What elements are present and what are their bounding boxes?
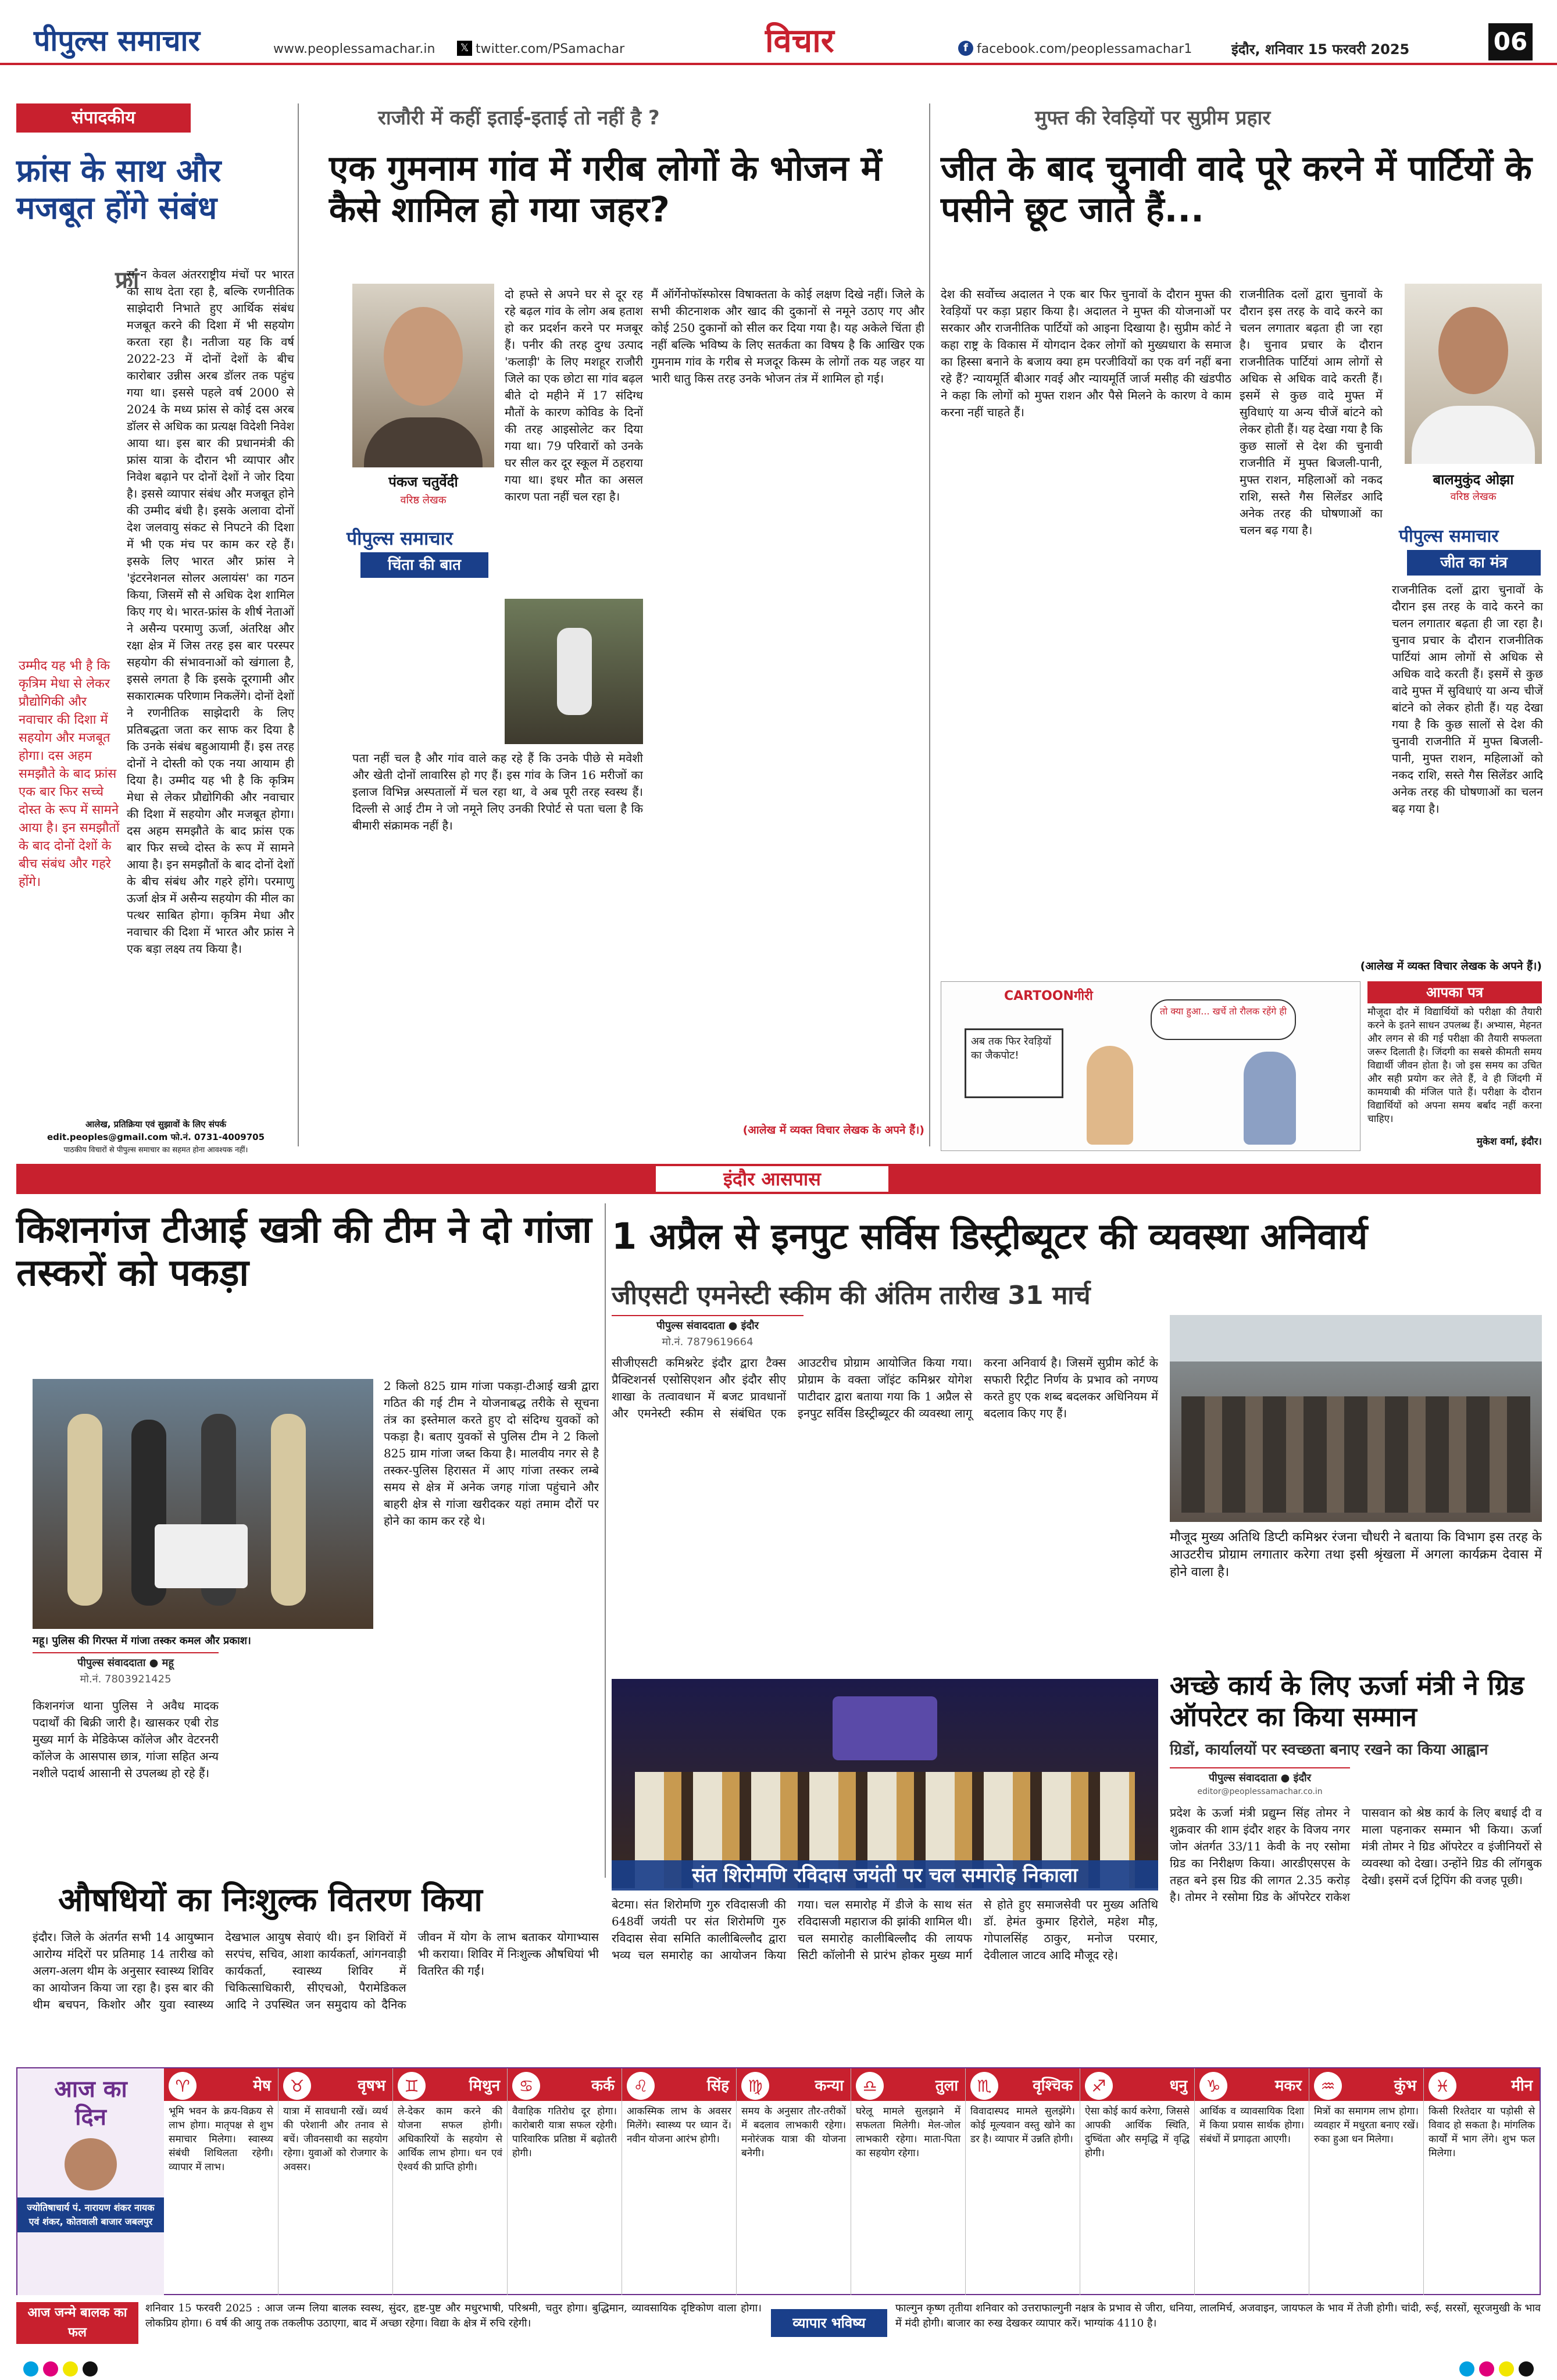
letter-sign: मुकेश वर्मा, इंदौर।	[1476, 1136, 1542, 1148]
author-role: वरिष्ठ लेखक	[400, 494, 447, 506]
zodiac-name: सिंह	[706, 2077, 729, 2095]
story1-byline: पीपुल्स संवाददाता ● महू	[33, 1652, 219, 1670]
cartoon-bubble: तो क्या हुआ... खर्चे तो रौलक रहेंगे ही	[1151, 999, 1296, 1040]
vrishchik-icon: ♏	[970, 2072, 998, 2100]
zodiac-name: धनु	[1169, 2077, 1187, 2095]
kark-icon: ♋	[512, 2072, 540, 2100]
website-link[interactable]: www.peoplessamachar.in	[273, 42, 435, 56]
zodiac-name: मकर	[1274, 2077, 1302, 2095]
zodiac-text: आर्थिक व व्यावसायिक दिशा में किया प्रयास सार्थक होगा। संबंधों में प्रगाढ़ता आएगी।	[1199, 2106, 1304, 2145]
makar-icon: ♑	[1199, 2072, 1227, 2100]
article-body-col3: मैं ऑर्गेनोफॉस्फोरस विषाक्तता के कोई लक्षण दिखे नहीं। जिले के सभी कीटनाशक और खाद की दुकानों से नमूने उठाए गए और कोई 250 दुकानों को सील कर दिया गया है। यह अकेले चिंता ही नहीं बल्कि भविष्य के लिए सतर्कता का विषय है कि आखिर एक गुमनाम गांव के गरीब से मजदूर किस्म के लोगों तक यह जहर या भारी धातु किस तरह उनके भोजन तंत्र में शामिल हो गई।	[651, 287, 924, 385]
story3-body: बेटमा। संत शिरोमणि गुरु रविदासजी की 648वीं जयंती पर संत शिरोमणि गुरु रविदास सेवा समिति कालीबिल्लौद द्वारा भव्य चल समारोह का आयोजन किया गया। चल समारोह में डीजे के साथ संत रविदासजी महाराज की झांकी शामिल थी। चल समारोह कालीबिल्लौद की लायफ सिटी कॉलोनी से प्रारंभ होकर मुख्य मार्ग से होते हुए समाजसेवी पर मुख्य अतिथि डॉ. हेमंत कुमार हिरोले, महेश मौड़, गोपालसिंह ठाकुर, मनोज परमार, देवीलाल जाटव आदि मौजूद रहे।	[612, 1897, 1158, 1962]
article3-body-col3: राजनीतिक दलों द्वारा चुनावों के दौरान इस तरह के वादे करने का चलन लगातार बढ़ता ही जा रहा है। चुनाव प्रचार के दौरान राजनीतिक पार्टियां आम लोगों से अधिक से अधिक वादे करती हैं। इसमें से कुछ वादे मुफ्त में सुविधाएं या अन्य चीजें बांटने को लेकर होती हैं। यह देखा गया है कि कुछ सालों से देश की चुनावी राजनीति में मुफ्त बिजली-पानी, मुफ्त राशन, महिलाओं को नकद राशि, सस्ते गैस सिलेंडर आदि अनेक तरह की घोषणाओं का चलन बढ़ गया है।	[1392, 583, 1543, 816]
kanya-icon: ♍	[741, 2072, 769, 2100]
meen-icon: ♓	[1429, 2072, 1456, 2100]
zodiac-text: ऐसा कोई कार्य करेगा, जिससे आपकी आर्थिक स्थिति, दुष्चिंता और समृद्धि में वृद्धि होगी।	[1085, 2106, 1190, 2159]
story4-subheadline: ग्रिडों, कार्यालयों पर स्वच्छता बनाए रखने का किया आह्वान	[1170, 1741, 1488, 1759]
column-badge: चिंता की बात	[360, 552, 488, 578]
business-text: फाल्गुन कृष्ण तृतीया शनिवार को उत्तराफाल्गुनी नक्षत्र के प्रभाव से जीरा, धनिया, लालमिर्च, अजवाइन, जायफल के भाव में तेजी होगी। चांदी, रूई, सरसों, सूरजमुखी के भाव में मंदी होगी। बाजार का रुख देखकर व्यापार करें। भाग्यांक 4110 है।	[895, 2302, 1541, 2329]
story1-caption: महू। पुलिस की गिरफ्त में गांजा तस्कर कमल और प्रकाश।	[33, 1635, 251, 1647]
zodiac-text: मित्रों का समागम लाभ होगा। व्यवहार में मधुरता बनाए रखें। रुका हुआ धन मिलेगा।	[1314, 2106, 1419, 2145]
story1-headline: किशनगंज टीआई खत्री की टीम ने दो गांजा तस्करों को पकड़ा	[16, 1209, 592, 1295]
section-title: विचार	[765, 22, 834, 60]
zodiac-mithun	[393, 2068, 508, 2295]
story5-body: इंदौर। जिले के अंतर्गत सभी 14 आयुष्मान आरोग्य मंदिरों पर प्रतिमाह 14 तारीख को अलग-अलग थीम के अनुसार स्वास्थ्य शिविर का आयोजन किया जा रहा है। इस बार की थीम बचपन, किशोर और युवा स्वास्थ्य देखभाल आयुष सेवाएं थी। इन शिविरों में सरपंच, सचिव, आशा कार्यकर्ता, आंगनवाड़ी कार्यकर्ता, स्वास्थ्य शिविर में चिकित्साधिकारी, सीएचओ, पैरामेडिकल आदि ने उपस्थित जन समुदाय को दैनिक जीवन में योग के लाभ बताकर योगाभ्यास भी कराया। शिविर में निःशुल्क औषधियां भी वितरित की गईं।	[33, 1930, 599, 2011]
divider	[929, 103, 930, 1146]
story4-byline: पीपुल्स संवाददाता ● इंदौर	[1170, 1767, 1350, 1785]
zodiac-mesh	[164, 2068, 278, 2295]
story2-subheadline: जीएसटी एमनेस्टी स्कीम की अंतिम तारीख 31 मार्च	[612, 1281, 1091, 1310]
zodiac-name: मेष	[253, 2077, 271, 2095]
zodiac-vrishchik	[966, 2068, 1080, 2295]
masthead	[0, 0, 1557, 65]
author-name: पंकज चतुर्वेदी	[388, 474, 458, 490]
story2-phone: मो.नं. 7879619664	[662, 1336, 753, 1348]
tula-icon: ♎	[856, 2072, 884, 2100]
horoscope-title: आज का दिन	[54, 2076, 127, 2131]
article3-headline: जीत के बाद चुनावी वादे पूरे करने में पार्टियों के पसीने छूट जाते हैं...	[941, 148, 1532, 230]
article3-body-col2: राजनीतिक दलों द्वारा चुनावों के दौरान इस तरह के वादे करने का चलन लगातार बढ़ता ही जा रहा है। चुनाव प्रचार के दौरान राजनीतिक पार्टियां आम लोगों से अधिक से अधिक वादे करती हैं। इसमें से कुछ वादे मुफ्त में सुविधाएं या अन्य चीजें बांटने को लेकर होती हैं। यह देखा गया है कि कुछ सालों से देश की चुनावी राजनीति में मुफ्त बिजली-पानी, मुफ्त राशन, महिलाओं को नकद राशि, सस्ते गैस सिलेंडर आदि अनेक तरह की घोषणाओं का चलन बढ़ गया है।	[1240, 287, 1383, 537]
born-text: शनिवार 15 फरवरी 2025 : आज जन्म लिया बालक स्वस्थ, सुंदर, हृष्ट-पुष्ट और मधुरभाषी, परिश्रमी, चतुर होगा। बुद्धिमान, व्यावसायिक दृष्टिकोण वाला होगा। लोकप्रिय होगा। 6 वर्ष की आयु तक तकलीफ उठाएगा, बाद में अच्छा रहेगा। विद्या के क्षेत्र में रुचि रहेगी।	[145, 2302, 762, 2329]
editorial-headline: फ्रांस के साथ और मजबूत होंगे संबंध	[16, 152, 222, 226]
editorial-footer-3: पाठकीय विचारों से पीपुल्स समाचार का सहमत होना आवश्यक नहीं।	[63, 1146, 248, 1155]
masthead-logo: पीपुल्स समाचार	[34, 24, 200, 58]
issue-date: इंदौर, शनिवार 15 फरवरी 2025	[1231, 41, 1410, 58]
zodiac-text: भूमि भवन के क्रय-विक्रय से लाभ होगा। मातृपक्ष से शुभ समाचार मिलेगा। स्वास्थ्य संबंधी शिथिलता रहेगी। व्यापार में लाभ।	[169, 2106, 273, 2173]
article-kicker: राजौरी में कहीं इताई-इताई तो नहीं है ?	[378, 106, 660, 130]
cartoon-figure-1	[1087, 1046, 1133, 1145]
zodiac-text: समय के अनुसार तौर-तरीकों में बदलाव लाभकारी रहेगा। मनोरंजक यात्रा की योजना बनेगी।	[741, 2106, 846, 2159]
story3-photo	[612, 1679, 1158, 1888]
divider	[605, 1203, 606, 1878]
astrologer-photo	[65, 2138, 117, 2190]
author3-role: वरिष्ठ लेखक	[1450, 491, 1497, 503]
editorial-footer-2: edit.peoples@gmail.com फो.नं. 0731-4009705	[47, 1132, 265, 1142]
zodiac-name: वृश्चिक	[1033, 2077, 1073, 2095]
story1-phone: मो.नं. 7803921425	[80, 1673, 172, 1685]
zodiac-text: किसी रिश्तेदार या पड़ोसी से विवाद हो सकता है। मांगलिक कार्यों में भाग लेंगे। शुभ फल मिलेगा।	[1429, 2106, 1535, 2159]
zodiac-kumbh	[1309, 2068, 1424, 2295]
article-body-col1: दो हफ्ते से अपने घर से दूर रह रहे बढ़ल गांव के लोग अब हताश हो कर प्रदर्शन करने पर मजबूर हैं। पनीर की तरह दुग्ध उत्पाद 'कलाड़ी' के लिए मशहूर राजौरी जिले का एक छोटा सा गांव बढ़ल बीते दो महीने में 17 संदिग्ध मौतों के कारण कोविड के दिनों की तरह आइसोलेट कर दिया गया था। 79 परिवारों को उनके घर सील कर दूर स्कूल में ठहराया गया था। इधर मौत का असल कारण पता नहीं चल रहा है।	[505, 287, 643, 503]
author-photo	[352, 284, 494, 467]
zodiac-name: कन्या	[815, 2077, 844, 2095]
article3-kicker: मुफ्त की रेवड़ियों पर सुप्रीम प्रहार	[1035, 106, 1271, 130]
article-footer: (आलेख में व्यक्त विचार लेखक के अपने हैं।)	[742, 1124, 924, 1137]
twitter-link[interactable]: twitter.com/PSamachar	[476, 42, 625, 56]
zodiac-text: आकस्मिक लाभ के अवसर मिलेंगे। स्वास्थ्य पर ध्यान दें। नवीन योजना आरंभ होगी।	[627, 2106, 731, 2145]
article3-footer: (आलेख में व्यक्त विचार लेखक के अपने हैं।)	[1360, 960, 1542, 973]
article3-body-col1: देश की सर्वोच्च अदालत ने एक बार फिर चुनावों के दौरान मुफ्त की रेवड़ियों पर कड़ा प्रहार किया है। अदालत ने मुफ्त की योजनाओं पर सरकार और राजनीतिक पार्टियों को आइना दिखाया है। सुप्रीम कोर्ट ने कहा राष्ट्र के विकास में योगदान देकर लोगों को मुख्यधारा के समाज का हिस्सा बनाने के बजाय क्या हम परजीवियों का एक वर्ग नहीं बना रहे हैं? न्यायमूर्ति बीआर गवई और न्यायमूर्ति जार्ज मसीह की खंडपीठ ने कहा कि लोगों को मुफ्त राशन और पैसे मिलने के कारण वे काम करना नहीं चाहते हैं।	[941, 287, 1231, 419]
zodiac-vrishabh	[278, 2068, 393, 2295]
horoscope-title-box	[17, 2068, 164, 2295]
facebook-icon: f	[958, 41, 973, 56]
cartoon-panel	[941, 981, 1360, 1151]
mithun-icon: ♊	[398, 2072, 426, 2100]
article-photo	[505, 599, 643, 744]
divider	[298, 103, 299, 1146]
cartoon-board: अब तक फिर रेवड़ियों का जैकपोट!	[965, 1028, 1063, 1098]
zodiac-text: ले-देकर काम करने की योजना सफल होगी। अधिकारियों के सहयोग से आर्थिक लाभ होगा। धन एवं ऐश्वर्य की प्राप्ति होगी।	[398, 2106, 502, 2173]
author3-name: बालमुकुंद ओझा	[1433, 471, 1514, 488]
article-headline: एक गुमनाम गांव में गरीब लोगों के भोजन में कैसे शामिल हो गया जहर?	[329, 148, 882, 230]
column-logo: पीपुल्स समाचार	[347, 527, 453, 549]
page-number: 06	[1488, 23, 1533, 60]
story2-caption: मौजूद मुख्य अतिथि डिप्टी कमिश्नर रंजना चौधरी ने बताया कि विभाग इस तरह के आउटरीच प्रोग्राम लगातार करेगा तथा इसी श्रृंखला में अगला कार्यक्रम देवास में होने वाला है।	[1170, 1530, 1542, 1579]
story2-byline: पीपुल्स संवाददाता ● इंदौर	[612, 1315, 804, 1332]
zodiac-name: तुला	[935, 2077, 958, 2095]
dhanu-icon: ♐	[1085, 2072, 1113, 2100]
story2-body: सीजीएसटी कमिश्नरेट इंदौर द्वारा टैक्स प्रैक्टिशनर्स एसोसिएशन और इंदौर सीए शाखा के तत्वावधान में बजट प्रावधानों और एमनेस्टी स्कीम से संबंधित एक आउटरीच प्रोग्राम आयोजित किया गया। प्रोग्राम के वक्ता जॉइंट कमिश्नर योगेश पाटीदार द्वारा बताया गया कि 1 अप्रैल से इनपुट सर्विस डिस्ट्रीब्यूटर की व्यवस्था लागू करना अनिवार्य है। जिसमें सुप्रीम कोर्ट के सफारी रिट्रीट निर्णय के प्रभाव को नगण्य करते हुए एक शब्द बदलकर अधिनियम में बदलाव किए गए हैं।	[612, 1356, 1158, 1420]
singh-icon: ♌	[627, 2072, 655, 2100]
story3-caption: संत शिरोमणि रविदास जयंती पर चल समारोह निकाला	[612, 1860, 1158, 1891]
zodiac-name: कर्क	[591, 2077, 615, 2095]
zodiac-name: कुंभ	[1394, 2077, 1416, 2095]
cartoon-title: CARTOONगीरी	[1004, 989, 1093, 1003]
zodiac-text: यात्रा में सावधानी रखें। व्यर्थ की परेशानी और तनाव से बचें। जीवनसाथी का सहयोग रहेगा। युवाओं को रोजगार के अवसर।	[283, 2106, 388, 2173]
story4-email: editor@peoplessamachar.co.in	[1197, 1787, 1323, 1796]
story2-headline: 1 अप्रैल से इनपुट सर्विस डिस्ट्रीब्यूटर की व्यवस्था अनिवार्य	[612, 1215, 1368, 1257]
column3-logo: पीपुल्स समाचार	[1399, 526, 1499, 546]
editorial-lead-letter: फ्रां	[115, 267, 140, 294]
section-bar	[16, 1164, 1541, 1194]
story4-body: प्रदेश के ऊर्जा मंत्री प्रद्युम्न सिंह तोमर ने शुक्रवार की शाम इंदौर शहर के विजय नगर जोन अंतर्गत 33/11 केवी के नए रसोमा ग्रिड का निरीक्षण किया। आरडीएसएस के तहत बने इस ग्रिड की लागत 2.35 करोड़ है। तोमर ने रसोमा ग्रिड के ऑपरेटर राकेश पासवान को श्रेष्ठ कार्य के लिए बधाई दी व माला पहनाकर सम्मान भी किया। ऊर्जा मंत्री तोमर ने ग्रिड ऑपरेटर व इंजीनियरों से व्यवस्था को देखा। उन्होंने ग्रिड की लॉगबुक देखी। इसमें दर्ज ट्रिपिंग की वजह पूछी।	[1170, 1806, 1542, 1904]
kumbh-icon: ♒	[1314, 2072, 1342, 2100]
horoscope-panel	[16, 2067, 1541, 2295]
letter-body: मौजूदा दौर में विद्यार्थियों को परीक्षा की तैयारी करने के इतने साधन उपलब्ध हैं। अभ्यास, मेहनत और लगन से की गई परीक्षा की तैयारी सफलता जरूर दिलाती है। जिंदगी का सबसे कीमती समय विद्यार्थी जीवन होता है। जो इस समय का उचित और सही प्रयोग कर लेते हैं, वे ही जिंदगी में कामयाबी की मंजिल पाते हैं। परीक्षा के दौरान विद्यार्थियों को अपना समय बर्बाद नहीं करना चाहिए।	[1367, 1006, 1542, 1125]
zodiac-name: वृषभ	[358, 2077, 385, 2095]
business-label: व्यापार भविष्य	[771, 2309, 887, 2337]
zodiac-makar	[1195, 2068, 1309, 2295]
column3-badge: जीत का मंत्र	[1407, 550, 1541, 576]
zodiac-grid	[164, 2068, 1541, 2295]
zodiac-name: मिथुन	[469, 2077, 500, 2095]
zodiac-text: विवादास्पद मामले सुलझेंगे। कोई मूल्यवान वस्तु खोने का डर है। व्यापार में उन्नति होगी।	[970, 2106, 1075, 2145]
twitter-icon: 𝕏	[457, 41, 472, 56]
zodiac-kark	[508, 2068, 622, 2295]
zodiac-dhanu	[1080, 2068, 1195, 2295]
zodiac-tula	[851, 2068, 966, 2295]
story5-headline: औषधियों का निःशुल्क वितरण किया	[58, 1881, 483, 1919]
vrishabh-icon: ♉	[283, 2072, 311, 2100]
section-label: इंदौर आसपास	[656, 1166, 888, 1192]
author3-photo	[1405, 284, 1542, 464]
story1-photo	[33, 1379, 373, 1629]
editorial-pullquote: उम्मीद यह भी है कि कृत्रिम मेधा से लेकर प्रौद्योगिकी और नवाचार की दिशा में सहयोग और मजबूत होगा। दस अहम समझौते के बाद फ्रांस एक बार फिर सच्चे दोस्त के रूप में सामने आया है। इन समझौतों के बाद दोनों देशों के बीच संबंध और गहरे होंगे।	[19, 659, 120, 889]
zodiac-name: मीन	[1511, 2077, 1533, 2095]
zodiac-singh	[622, 2068, 737, 2295]
article-body-col2: पता नहीं चल है और गांव वाले कह रहे हैं कि उनके पीछे से मवेशी और खेती दोनों लावारिस हो गए हैं। इस गांव के जिन 16 मरीजों का इलाज विभिन्न अस्पतालों में चल रहा था, वे अब पूरी तरह स्वस्थ हैं। दिल्ली से आई टीम ने जो नमूने लिए उनकी रिपोर्ट से पता चला है कि बीमारी संक्रामक नहीं है।	[352, 751, 643, 832]
astrologer-name: ज्योतिषाचार्य पं. नारायण शंकर नायक एवं शंकर, कोतवाली बाजार जबलपुर	[17, 2197, 164, 2232]
letter-title: आपका पत्र	[1367, 981, 1542, 1003]
editorial-footer-1: आलेख, प्रतिक्रिया एवं सुझावों के लिए संपर्क	[85, 1119, 227, 1130]
story2-photo	[1170, 1315, 1542, 1522]
editorial-body: स न केवल अंतरराष्ट्रीय मंचों पर भारत का साथ देता रहा है, बल्कि रणनीतिक साझेदारी निभाते हुए आर्थिक संबंध मजबूत करने की दिशा में भी सहयोग करता रहा है। नतीजा यह कि वर्ष 2022-23 में दोनों देशों के बीच कारोबार उन्नीस अरब डॉलर तक पहुंच गया था। इससे पहले वर्ष 2000 से 2024 के मध्य फ्रांस से कोई दस अरब डॉलर से अधिक का प्रत्यक्ष विदेशी निवेश आया था। इस बार की प्रधानमंत्री की फ्रांस यात्रा के दौरान भी व्यापार और निवेश बढ़ाने पर दोनों देशों ने जोर दिया है। इससे व्यापार संबंध और मजबूत होने की उम्मीद बंधी है। इसके अलावा दोनों देश जलवायु संकट से निपटने की दिशा में भी एक मंच पर काम कर रहे हैं। इसके लिए भारत और फ्रांस ने 'इंटरनेशनल सोलर अलायंस' का गठन किया, जिसमें सौ से अधिक देश शामिल किए गए थे। भारत-फ्रांस के शीर्ष नेताओं ने असैन्य परमाणु ऊर्जा, अंतरिक्ष और रक्षा क्षेत्र में जिस तरह इस बार परस्पर सहयोग की संभावनाओं को खंगाला है, इससे लगता है कि इसके दूरगामी और सकारात्मक परिणाम निकलेंगे। दोनों देशों ने रणनीतिक साझेदारी के लिए प्रतिबद्धता जता कर साफ कर दिया है कि उनके संबंध बहुआयामी हैं। इस तरह दोनों ने दोस्ती को एक नया आयाम ही दिया है। उम्मीद यह भी है कि कृत्रिम मेधा से लेकर प्रौद्योगिकी और नवाचार की दिशा में सहयोग और मजबूत होगा। दस अहम समझौते के बाद फ्रांस एक बार फिर सच्चे दोस्त के रूप में सामने आया है। इन समझौतों के बाद दोनों देशों के बीच संबंध और गहरे होंगे। परमाणु ऊर्जा क्षेत्र में असैन्य सहयोग की मील का पत्थर साबित होगा। कृत्रिम मेधा और नवाचार की दिशा में भारत और फ्रांस ने एक बड़ा लक्ष्य तय किया है।	[127, 267, 294, 956]
editorial-tag: संपादकीय	[16, 103, 191, 133]
cartoon-figure-2	[1244, 1052, 1296, 1145]
zodiac-text: वैवाहिक गतिरोध दूर होगा। कारोबारी यात्रा सफल रहेगी। पारिवारिक प्रतिष्ठा में बढ़ोतरी होगी।	[512, 2106, 617, 2159]
story1-body-col1: किशनगंज थाना पुलिस ने अवैध मादक पदार्थों की बिक्री जारी है। खासकर एबी रोड मुख्य मार्ग के मेडिकेप्स कॉलेज और वेटरनरी कॉलेज के आसपास छात्र, गांजा सहित अन्य नशीले पदार्थ आसानी से उपलब्ध हो रहे हैं।	[33, 1699, 219, 1780]
registration-bar	[0, 2358, 1557, 2380]
story4-headline: अच्छे कार्य के लिए ऊर्जा मंत्री ने ग्रिड ऑपरेटर का किया सम्मान	[1170, 1670, 1524, 1733]
zodiac-text: घरेलू मामले सुलझाने में सफलता मिलेगी। मेल-जोल लाभकारी रहेगा। माता-पिता का सहयोग रहेगा।	[856, 2106, 960, 2159]
zodiac-kanya	[737, 2068, 851, 2295]
story1-body-col2: 2 किलो 825 ग्राम गांजा पकड़ा-टीआई खत्री द्वारा गठित की गई टीम ने योजनाबद्ध तरीके से सूचना तंत्र का इस्तेमाल करते हुए दो संदिग्ध युवकों को पकड़ा है। बताए युवकों से पुलिस टीम ने 2 किलो 825 ग्राम गांजा जब्त किया है। मालवीय नगर से है तस्कर-पुलिस हिरासत में आए गांजा तस्कर लम्बे समय से क्षेत्र में अनेक जगह गांजा पहुंचाने और बाहरी क्षेत्र से गांजा खरीदकर यहां तमाम दौरों पर होने का काम कर रहे थे।	[384, 1379, 599, 1528]
letter-box	[1367, 981, 1542, 1151]
mesh-icon: ♈	[169, 2072, 197, 2100]
born-label: आज जन्मे बालक का फल	[16, 2302, 138, 2344]
zodiac-meen	[1424, 2068, 1540, 2295]
facebook-link[interactable]: facebook.com/peoplessamachar1	[977, 42, 1192, 56]
